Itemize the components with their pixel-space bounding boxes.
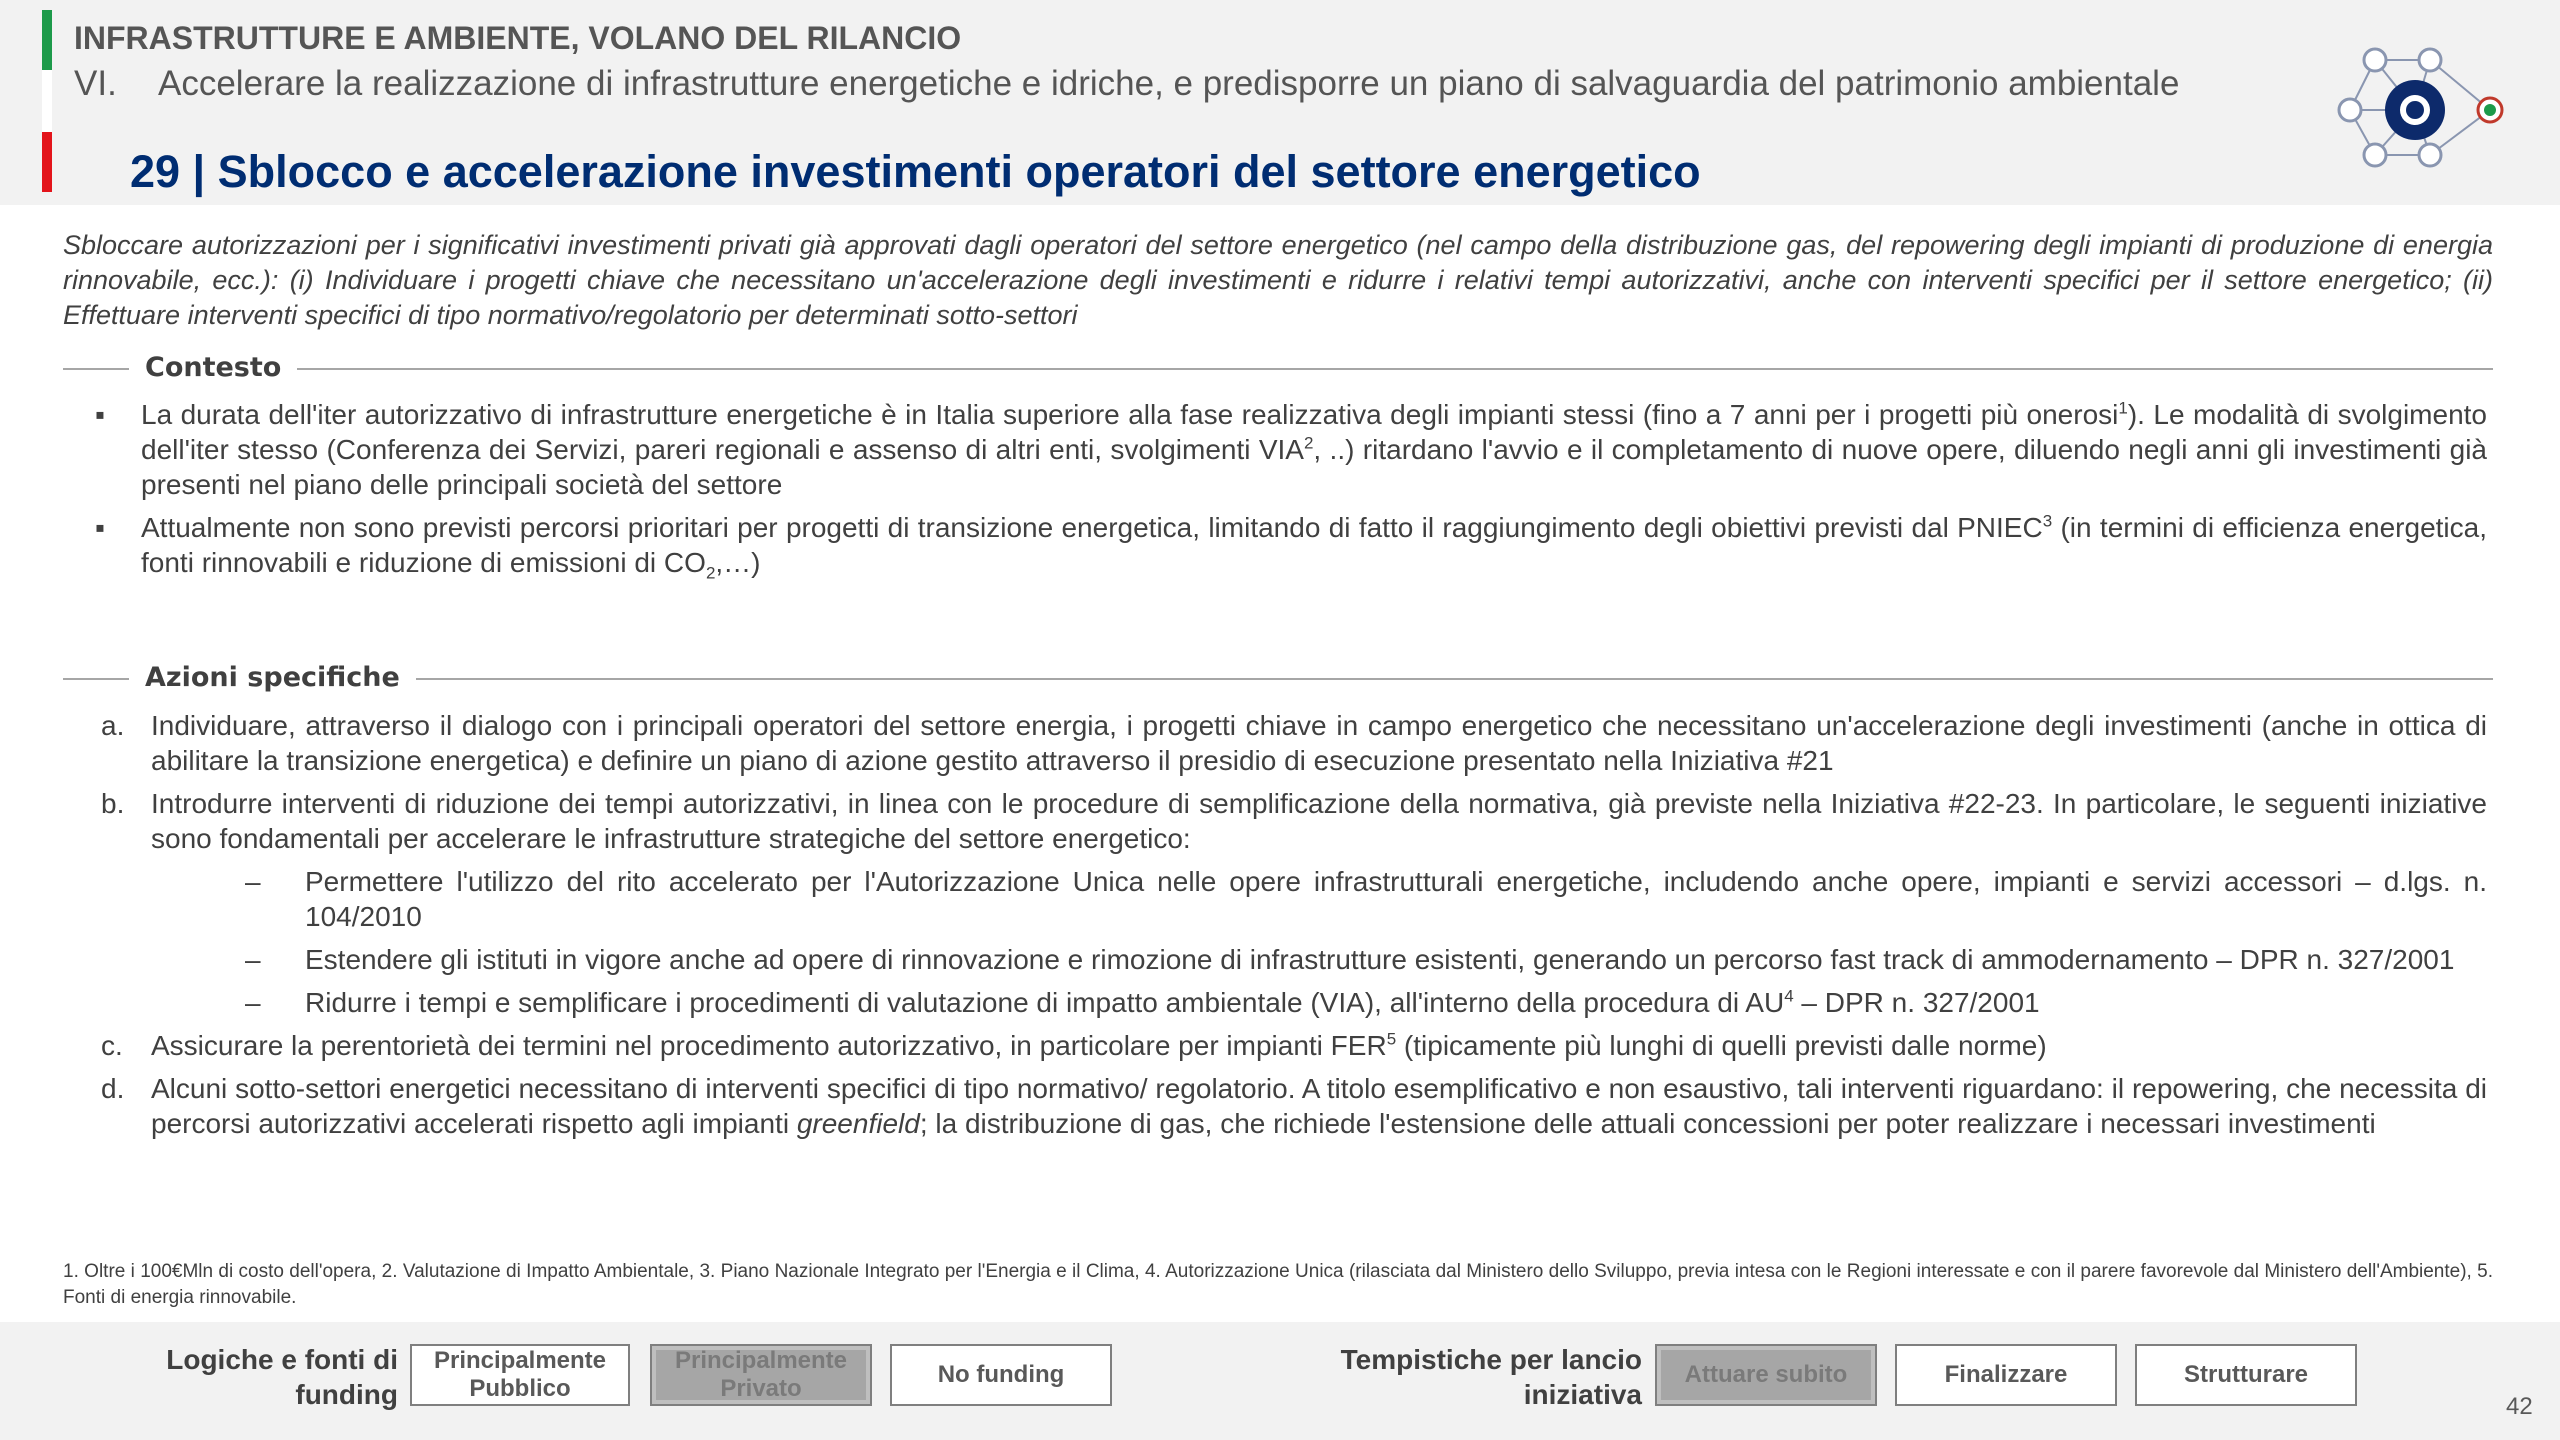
list-item-text: Alcuni sotto-settori energetici necessitano di interventi specifici di tipo normativo/ regolatorio. A titolo esemplificativo e non esaustivo, tali interventi riguardano: il repowering, che necessita di percorsi autorizzativi accelerati rispetto agli impianti xyxy=(151,1073,2487,1139)
funding-label-line: funding xyxy=(295,1379,398,1410)
footnote-ref: 1 xyxy=(2118,398,2128,418)
funding-label-line: Logiche e fonti di xyxy=(166,1344,398,1375)
button-label: Principalmente xyxy=(433,1347,607,1374)
subsection-number: VI. xyxy=(74,64,117,103)
funding-public-button[interactable] xyxy=(410,1344,630,1406)
list-item-text: – DPR n. 327/2001 xyxy=(1793,987,2040,1018)
list-item-text: Ridurre i tempi e semplificare i procedimenti di valutazione di impatto ambientale (VIA), all'interno della procedura di AU xyxy=(305,987,1785,1018)
page-number: 42 xyxy=(2506,1393,2533,1420)
subsection-title xyxy=(74,64,2179,104)
divider-line xyxy=(63,678,2493,680)
sub-list-item xyxy=(63,985,2487,1020)
list-marker: c. xyxy=(101,1030,123,1061)
section-title: INFRASTRUTTURE E AMBIENTE, VOLANO DEL RILANCIO xyxy=(74,20,962,56)
list-item-text: ,…) xyxy=(715,547,761,578)
sub-list-item xyxy=(63,942,2487,977)
list-item-text: Introdurre interventi di riduzione dei tempi autorizzativi, in linea con le procedure di semplificazione della normativa, già previste nella Iniziativa #22-23. In particolare, le seguenti iniziative sono fondamentali per accelerare le infrastrutture strategiche del settore energetico: xyxy=(151,788,2487,854)
list-item-text: (in termini di efficienza energetica, fonti rinnovabili e riduzione di emissioni di CO xyxy=(141,512,2487,578)
list-item-text: , ..) ritardano l'avvio e il completamento di nuove opere, diluendo negli anni gli investimenti già presenti nel piano delle principali società del settore xyxy=(141,434,2487,500)
timing-finalize-button[interactable] xyxy=(1895,1344,2117,1406)
list-item-text: Permettere l'utilizzo del rito accelerato per l'Autorizzazione Unica nelle opere infrastrutturali energetiche, includendo anche opere, impianti e servizi accessori – d.lgs. n. 104/2010 xyxy=(305,866,2487,932)
timing-now-button[interactable] xyxy=(1655,1344,1877,1406)
timing-structure-button[interactable] xyxy=(2135,1344,2357,1406)
footnote-ref: 5 xyxy=(1386,1029,1397,1049)
button-label: Strutturare xyxy=(2183,1361,2309,1388)
no-funding-button[interactable] xyxy=(890,1344,1112,1406)
list-item xyxy=(63,1028,2487,1063)
list-item-text: Attualmente non sono previsti percorsi prioritari per progetti di transizione energetica, limitando di fatto il raggiungimento degli obiettivi previsti dal PNIEC xyxy=(141,512,2043,543)
timing-label-line: Tempistiche per lancio xyxy=(1340,1344,1642,1375)
button-label: Pubblico xyxy=(469,1375,571,1402)
dash-marker: – xyxy=(245,866,261,897)
flag-red-stripe xyxy=(42,132,52,192)
button-label: Finalizzare xyxy=(1944,1361,2068,1388)
list-marker: a. xyxy=(101,710,125,741)
bullet-marker: ▪ xyxy=(95,399,105,430)
azioni-heading-row xyxy=(63,658,2493,698)
list-item xyxy=(63,786,2487,856)
timing-label xyxy=(1250,1342,1642,1412)
contesto-heading: Contesto xyxy=(129,348,297,388)
list-item xyxy=(63,708,2487,778)
contesto-list xyxy=(63,397,2487,588)
list-item xyxy=(63,397,2487,502)
italic-term: greenfield xyxy=(796,1108,920,1139)
footnote-ref: 3 xyxy=(2042,511,2053,531)
azioni-list xyxy=(63,708,2487,1149)
timing-label-line: iniziativa xyxy=(1523,1379,1642,1410)
list-marker: d. xyxy=(101,1073,125,1104)
sub-list-item xyxy=(63,864,2487,934)
contesto-heading-row xyxy=(63,348,2493,388)
list-item xyxy=(63,510,2487,583)
list-item-text: (tipicamente più lunghi di quelli previsti dalle norme) xyxy=(1396,1030,2047,1061)
list-marker: b. xyxy=(101,788,125,819)
list-item-text: ; la distribuzione di gas, che richiede l'estensione delle attuali concessioni per poter realizzare i necessari investimenti xyxy=(919,1108,2376,1139)
bullet-marker: ▪ xyxy=(95,512,105,543)
list-item-text: Individuare, attraverso il dialogo con i principali operatori del settore energia, i progetti chiave in campo energetico che necessitano un'accelerazione degli investimenti (anche in ottica di abilitare la transizione energetica) e definire un piano di azione gestito attraverso il presidio di esecuzione presentato nella Iniziativa #21 xyxy=(151,710,2487,776)
subscript: 2 xyxy=(705,563,716,583)
azioni-heading: Azioni specifiche xyxy=(129,658,416,698)
list-item-text: La durata dell'iter autorizzativo di infrastrutture energetiche è in Italia superiore alla fase realizzativa degli impianti stessi (fino a 7 anni per i progetti più onerosi xyxy=(141,399,2119,430)
funding-label xyxy=(140,1342,398,1412)
intro-paragraph: Sbloccare autorizzazioni per i significativi investimenti privati già approvati dagli operatori del settore energetico (nel campo della distribuzione gas, del repowering degli impianti di produzione di energia rinnovabile, ecc.): (i) Individuare i progetti chiave che necessitano un'accelerazione degli investimenti e ridurre i relativi tempi autorizzativi, anche con interventi specifici per il settore energetico; (ii) Effettuare interventi specifici di tipo normativo/regolatorio per determinati sotto-settori xyxy=(63,230,2493,330)
flag-green-stripe xyxy=(42,10,52,70)
button-label: Privato xyxy=(720,1375,802,1402)
button-label: No funding xyxy=(937,1361,1065,1388)
list-item-text: ). Le modalità di svolgimento dell'iter stesso (Conferenza dei Servizi, pareri regionali e assenso di altri enti, svolgimenti VIA xyxy=(141,399,2487,465)
dash-marker: – xyxy=(245,944,261,975)
list-item xyxy=(63,1071,2487,1141)
subsection-text: Accelerare la realizzazione di infrastrutture energetiche e idriche, e predisporre un piano di salvaguardia del patrimonio ambientale xyxy=(158,64,2180,103)
button-label: Principalmente xyxy=(674,1347,848,1374)
funding-private-button[interactable] xyxy=(650,1344,872,1406)
footnotes: 1. Oltre i 100€Mln di costo dell'opera, 2. Valutazione di Impatto Ambientale, 3. Piano Nazionale Integrato per l'Energia e il Clima, 4. Autorizzazione Unica (rilasciata dal Ministero dello Sviluppo, previa intesa con le Regioni interessate e con il parere favorevole dal Ministero dell'Ambiente), 5. Fonti di energia rinnovabile. xyxy=(63,1261,2493,1308)
flag-white-stripe xyxy=(42,70,52,132)
footnote-ref: 2 xyxy=(1303,433,1314,453)
footnote-ref: 4 xyxy=(1784,986,1794,1006)
divider-line xyxy=(63,368,2493,370)
network-logo-icon xyxy=(2330,40,2510,180)
button-label: Attuare subito xyxy=(1684,1361,1848,1388)
list-item-text: Estendere gli istituti in vigore anche ad opere di rinnovazione e rimozione di infrastrutture esistenti, generando un percorso fast track di ammodernamento – DPR n. 327/2001 xyxy=(305,944,2455,975)
list-item-text: Assicurare la perentorietà dei termini nel procedimento autorizzativo, in particolare per impianti FER xyxy=(151,1030,1387,1061)
dash-marker: – xyxy=(245,987,261,1018)
page-title: 29 | Sblocco e accelerazione investimenti operatori del settore energetico xyxy=(130,146,1701,197)
